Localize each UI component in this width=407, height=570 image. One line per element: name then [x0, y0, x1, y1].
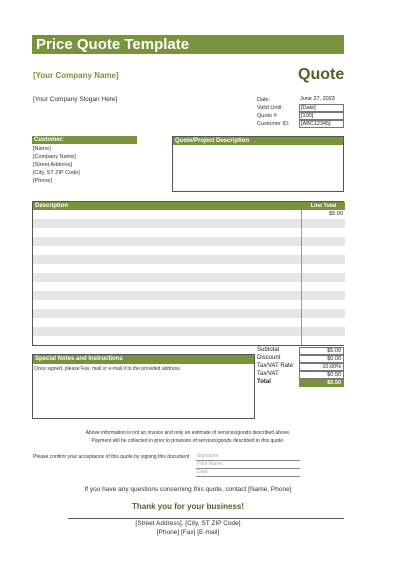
footer-divider [68, 518, 344, 519]
table-row[interactable] [33, 291, 345, 300]
confirm-text: Please confirm your acceptance of this quote by signing this document [33, 454, 190, 460]
customer-company[interactable]: [Company Name] [33, 154, 76, 160]
description-cell[interactable] [33, 237, 302, 246]
subtotal-label: Subtotal [257, 347, 280, 353]
table-header-row [33, 202, 345, 210]
line-total-cell[interactable] [302, 282, 345, 291]
line-total-cell[interactable] [302, 291, 345, 300]
line-total-cell[interactable] [302, 219, 345, 228]
table-row[interactable] [33, 336, 345, 345]
line-total-cell[interactable]: $5.00 [302, 210, 345, 219]
description-cell[interactable] [33, 291, 302, 300]
sign-date-field[interactable]: Date [196, 469, 300, 477]
line-total-cell[interactable] [302, 300, 345, 309]
description-cell[interactable] [33, 318, 302, 327]
description-cell[interactable] [33, 309, 302, 318]
line-total-cell[interactable] [302, 228, 345, 237]
line-total-cell[interactable] [302, 336, 345, 345]
tax-value: $0.50 [299, 371, 344, 379]
discount-field[interactable]: $0.00 [299, 355, 344, 363]
notes-heading: Special Notes and Instructions [33, 355, 254, 364]
tax-rate-label: Tax/VAT Rate [257, 363, 294, 369]
subtotal-value: $5.00 [299, 347, 344, 355]
total-value: $5.50 [299, 379, 344, 387]
customer-id-field[interactable]: [ABC12345] [299, 120, 344, 128]
table-row[interactable] [33, 264, 345, 273]
project-description-box[interactable] [172, 136, 344, 192]
table-row[interactable] [33, 210, 345, 219]
description-cell[interactable] [33, 264, 302, 273]
line-total-cell[interactable] [302, 255, 345, 264]
thank-you-text: Thank you for your business! [131, 502, 244, 511]
signature-field[interactable]: Signature [196, 453, 300, 461]
table-row[interactable] [33, 246, 345, 255]
company-name[interactable]: [Your Company Name] [33, 71, 119, 80]
quote-heading: Quote [298, 66, 345, 83]
table-row[interactable] [33, 327, 345, 336]
valid-until-label: Valid Until: [257, 105, 283, 111]
total-label: Total [257, 379, 271, 385]
company-slogan[interactable]: [Your Company Slogan Here] [33, 96, 118, 103]
description-cell[interactable] [33, 327, 302, 336]
line-total-column-header: Line Total [302, 202, 345, 210]
customer-city[interactable]: [City, ST ZIP Code] [33, 170, 80, 176]
line-total-cell[interactable] [302, 237, 345, 246]
customer-street[interactable]: [Street Address] [33, 162, 73, 168]
disclaimer-line-1: Above information is not an invoice and only an estimate of services/goods described above. [85, 430, 291, 436]
questions-text: If you have any questions concerning this quote, contact [Name, Phone] [84, 486, 292, 493]
quote-number-field[interactable]: [100] [299, 112, 344, 120]
table-row[interactable] [33, 255, 345, 264]
project-description-heading: Quote/Project Description [173, 137, 343, 145]
date-label: Date: [257, 97, 271, 103]
table-row[interactable] [33, 237, 345, 246]
customer-id-label: Customer ID: [257, 121, 290, 127]
notes-text: Once signed, please Fax, mail or e-mail it to the provided address. [34, 366, 182, 372]
line-total-cell[interactable] [302, 327, 345, 336]
table-row[interactable] [33, 219, 345, 228]
tax-rate-field[interactable]: 10.00% [299, 363, 344, 371]
table-row[interactable] [33, 228, 345, 237]
description-cell[interactable] [33, 336, 302, 345]
line-total-cell[interactable] [302, 309, 345, 318]
valid-until-field[interactable]: [Date] [299, 104, 344, 112]
quote-number-label: Quote #: [257, 113, 279, 119]
description-cell[interactable] [33, 300, 302, 309]
footer-contact: [Phone] [Fax] [E-mail] [156, 529, 220, 536]
discount-label: Discount [257, 355, 281, 361]
description-cell[interactable] [33, 255, 302, 264]
customer-name[interactable]: [Name] [33, 146, 51, 152]
description-cell[interactable] [33, 246, 302, 255]
description-cell[interactable] [33, 273, 302, 282]
table-row[interactable] [33, 273, 345, 282]
table-row[interactable] [33, 318, 345, 327]
line-total-cell[interactable] [302, 246, 345, 255]
customer-phone[interactable]: [Phone] [33, 178, 52, 184]
line-total-cell[interactable] [302, 264, 345, 273]
footer-address: [Street Address], [City, ST ZIP Code] [135, 520, 241, 527]
table-row[interactable] [33, 282, 345, 291]
print-name-field[interactable]: Print Name [196, 461, 300, 469]
notes-box[interactable] [32, 354, 255, 419]
page-title: Price Quote Template [36, 36, 190, 53]
description-cell[interactable] [33, 228, 302, 237]
table-row[interactable] [33, 300, 345, 309]
customer-heading: Customer: [32, 136, 137, 144]
description-cell[interactable] [33, 219, 302, 228]
line-items-table [32, 201, 344, 346]
tax-label: Tax/VAT [257, 371, 279, 377]
date-value[interactable]: June 27, 2023 [300, 96, 335, 102]
disclaimer-line-2: Payment will be collected in prior to provision of services/goods described in this quote. [91, 438, 285, 444]
description-column-header: Description [33, 202, 302, 210]
line-total-cell[interactable] [302, 318, 345, 327]
line-total-cell[interactable] [302, 273, 345, 282]
description-cell[interactable] [33, 210, 302, 219]
description-cell[interactable] [33, 282, 302, 291]
table-row[interactable] [33, 309, 345, 318]
